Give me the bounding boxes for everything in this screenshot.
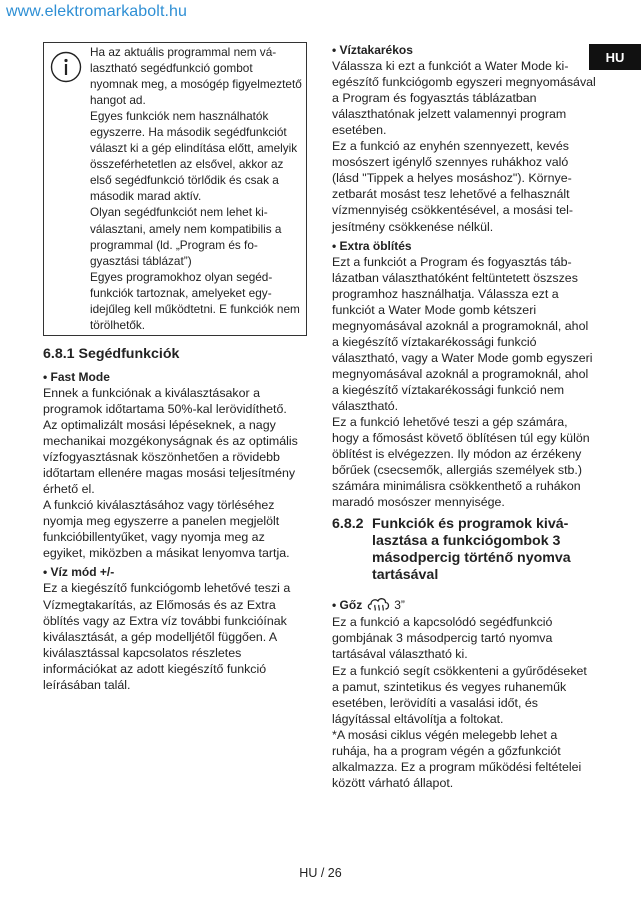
notice-paragraph: Egyes funkciók nem használhatók egyszerre. Ha második segédfunkciót választ ki a gép elindítása előtt, amelyik összeférhetetlen az elsővel, akkor az első segédfunkció törlődik és csak a második marad aktív.: [90, 109, 298, 204]
steam-cloud-icon: [366, 596, 392, 614]
steam-duration: 3”: [394, 598, 405, 613]
water-saving-text: Ez a funkció az enyhén szennyezett, kevés mosószert igénylő szennyes ruhákhoz való (lásd "Tippek a helyes mosáshoz"). Környezetbarát mosást tesz lehetővé a felhasznált vízmennyiség csökkentésével, a mosási teljesítmény csökkenése nélkül.: [332, 139, 574, 234]
fast-mode-text: Ennek a funkciónak a kiválasztásakor a programok időtartama 50%-kal lerövidíthető.: [43, 385, 287, 416]
language-tab: HU: [589, 44, 641, 70]
water-saving-text: Válassza ki ezt a funkciót a Water Mode kiegészítő funkciógomb egyszeri megnyomásával a Program és fogyasztás táblázatban választhatónak jelzett valamennyi program esetében.: [332, 59, 596, 138]
extra-rinse-text: Ezt a funkciót a Program és fogyasztás táblázatban választhatóként feltüntetett öszszes programhoz használhatja. Válassza ezt a funkciót a Water Mode gomb kétszeri megnyomásával azoknál a programoknál, ahol a kiegészítő víztakarékossági funkció választható, vagy a Water Mode gomb egyszeri megnyomásával azoknál a programoknál, ahol a kiegészítő víztakarékossági funkció nem választható.: [332, 254, 593, 414]
page-number: HU / 26: [299, 866, 342, 880]
steam-text: Ez a funkció a kapcsolódó segédfunkció gombjának 3 másodpercig tartó nyomva tartásával választható ki.: [332, 615, 553, 662]
section-title-681: 6.8.1 Segédfunkciók: [43, 345, 180, 362]
info-icon: [50, 51, 82, 83]
section-number: 6.8.2: [332, 516, 364, 533]
steam-text: Ez a funkció segít csökkenteni a gyűrődéseket a pamut, szintetikus és vegyes ruhaneműk esetében, lerövidíti a vasalási időt, és lágyítással eltávolítja a foltokat.: [332, 663, 587, 726]
fast-mode-heading: • Fast Mode: [43, 369, 110, 384]
steam-text: *A mosási ciklus végén melegebb lehet a ruhája, ha a program végén a gőzfunkciót alkalmazza. Ez a program működési feltételei között várható állapot.: [332, 727, 582, 790]
water-mode-heading: • Víz mód +/-: [43, 565, 115, 580]
extra-rinse-heading: • Extra öblítés: [332, 238, 412, 253]
fast-mode-text: A funkció kiválasztásához vagy törléséhez nyomja meg egyszerre a panelen megjelölt funkcióbillentyűket, vagy nyomja meg az egyiket, miközben a másikat lenyomva tartja.: [43, 498, 290, 561]
notice-paragraph: Olyan segédfunkciót nem lehet kiválasztani, amely nem kompatibilis a programmal (ld. „Program és fogyasztási táblázat”): [90, 205, 282, 268]
notice-paragraph: Ha az aktuális programmal nem választható segédfunkció gombot nyomnak meg, a mosógép figyelmeztető hangot ad.: [90, 45, 302, 108]
extra-rinse-text: Ez a funkció lehetővé teszi a gép számára, hogy a főmosást követő öblítésen túl egy külön öblítést is elvégezzen. Ily módon az érzékeny bőrűek (csecsemők, allergiás személyek stb.) számára minimálisra csökkenthető a ruhákon maradó mosószer mennyisége.: [332, 415, 590, 510]
steam-label: • Gőz: [332, 598, 363, 613]
section-title-682: [332, 516, 597, 584]
section-heading: Funkciók és programok kiválasztása a funkciógombok 3 másodpercig történő nyomva tartásával: [372, 516, 571, 584]
water-saving-heading: • Víztakarékos: [332, 43, 413, 57]
notice-paragraph: Egyes programokhoz olyan segédfunkciók tartoznak, amelyeket egyidejűleg kell működtetni. E funkciók nem törölhetők.: [90, 269, 300, 332]
right-column: [332, 42, 597, 791]
watermark: www.elektromarkabolt.hu: [6, 3, 188, 20]
steam-heading: [332, 596, 597, 614]
left-column: [43, 42, 307, 693]
fast-mode-text: Az optimalizált mosási lépéseknek, a nagy mechanikai mozgékonyságnak és az optimális vízfogyasztásnak köszönhetően a rövidebb időtartam ellenére magas mosási teljesítmény érhető el.: [43, 417, 298, 497]
water-mode-text: Ez a kiegészítő funkciógomb lehetővé teszi a Vízmegtakarítás, az Előmosás és az Extra öblítés vagy az Extra víz további funkcióínak kiválasztását, a gép modelljétől függően. A kiválasztással kapcsolatos részletes információkat az adott kiegészítő funkció leírásában talál.: [43, 581, 291, 692]
info-notice-box: [43, 42, 307, 336]
